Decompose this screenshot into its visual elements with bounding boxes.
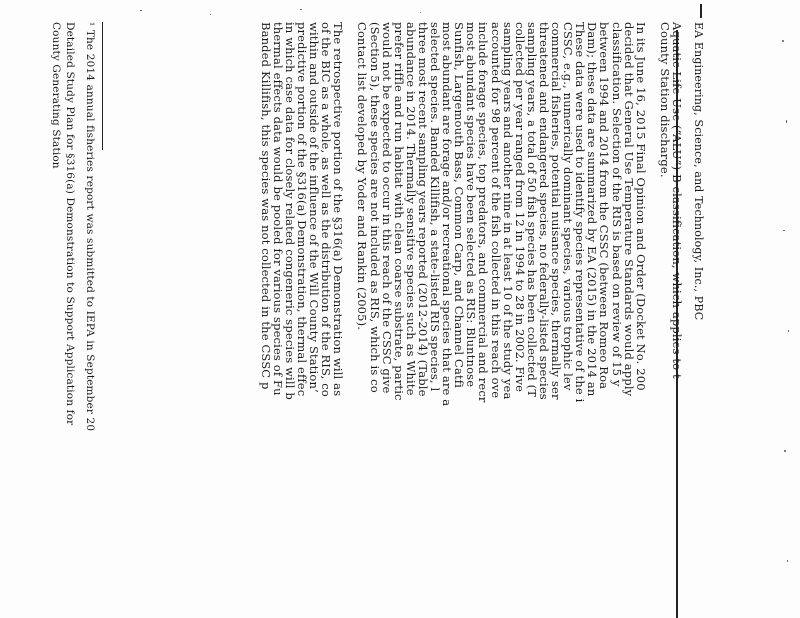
footer-line-2: County Generating Station bbox=[50, 22, 62, 169]
body-line: (Section 5), these species are not included as RIS, which is co bbox=[367, 22, 382, 393]
body-line: would not be expected to occur in this reach of the CSSC give bbox=[379, 22, 394, 394]
body-line: within and outside of the influence of the Will County Station’ bbox=[307, 22, 321, 393]
body-line: The retrospective portion of the §316(a) Demonstration will as bbox=[331, 22, 346, 397]
body-line: most abundant species have been selected as RIS: Bluntnose bbox=[464, 22, 479, 388]
page-header: EA Engineering, Science, and Technology, Inc., PBC bbox=[692, 22, 705, 321]
body-line: decided that General Use Temperature Standards would apply bbox=[621, 22, 636, 397]
footnote: ¹ The 2014 annual fisheries report was submitted to IEPA in September 20 bbox=[84, 22, 96, 432]
body-line: three most recent sampling years reported (2012-2014) (Table bbox=[415, 22, 430, 397]
header-tick bbox=[700, 4, 702, 18]
body-line: accounted for 98 percent of the fish collected in this reach ove bbox=[488, 22, 503, 399]
body-line: Dam); these data are summarized by EA (2015) in the 2014 an bbox=[585, 22, 600, 397]
scan-speck bbox=[210, 14, 211, 15]
body-line: Banded Killifish, this species was not collected in the CSSC p bbox=[258, 22, 273, 390]
body-line: predictive portion of the §316(a) Demonstration, thermal effec bbox=[294, 22, 309, 397]
footer-line-1: Detailed Study Plan for §316(a) Demonstration to Support Application for bbox=[64, 22, 76, 426]
body-line: between 1994 and 2014 from the CSSC (between Romeo Roa bbox=[597, 22, 612, 390]
scan-speck bbox=[140, 10, 142, 11]
body-line: classification. Selection of the RIS is based on review of 15 y bbox=[609, 22, 624, 387]
body-line: prefer riffle and run habitat with clean coarse substrate, partic bbox=[391, 22, 406, 401]
scan-speck bbox=[300, 9, 302, 10]
body-line: These data were used to identify species representative of the i bbox=[573, 22, 588, 403]
body-line: thermal effects data would be pooled for various species of Fu bbox=[270, 22, 285, 396]
body-line: County Station discharge. bbox=[657, 22, 672, 178]
body-line: In its June 16, 2015 Final Opinion and Order (Docket No. 200 bbox=[633, 22, 648, 391]
body-line: in which case data for closely related congeneric species will b bbox=[282, 22, 297, 400]
body-line: sampling years and another nine in at least 10 of the study yea bbox=[500, 22, 515, 400]
body-line: of the BIC as a whole, as well as the distribution of the RIS, co bbox=[319, 22, 334, 397]
footnote-rule bbox=[102, 22, 103, 150]
body-line: Sunfish, Largemouth Bass, Common Carp, and Channel Catfi bbox=[452, 22, 467, 388]
body-line: selected species. Banded Killifish, a state-listed RIS species, l bbox=[428, 22, 442, 392]
body-line: include forage species, top predators, and commercial and recr bbox=[476, 22, 491, 403]
body-line: Contact list developed by Yoder and Rankin (2005). bbox=[355, 22, 370, 331]
body-line: threatened and endangered species, no federally-listed species bbox=[536, 22, 551, 400]
body-line: commercial fisheries, potential nuisance species, thermally ser bbox=[549, 22, 563, 400]
body-line: sampling years, a total of 50 fish species has been collected (T bbox=[524, 22, 539, 398]
body-line: CSSC, e.g., numerically dominant species, various trophic lev bbox=[561, 22, 576, 391]
body-line: Aquatic Life Use (“ALU”) B classification, which applies to t bbox=[670, 22, 684, 379]
body-line: collected per year ranged from 12 in 1994 to 28 in 2002. Five bbox=[512, 22, 527, 393]
scan-speck bbox=[420, 12, 421, 13]
scan-edge-noise bbox=[780, 0, 800, 618]
body-line: abundance in 2014. Thermally sensitive species such as White bbox=[403, 22, 418, 396]
body-line: most abundant are forage and/or recreational species that are a bbox=[440, 22, 455, 407]
